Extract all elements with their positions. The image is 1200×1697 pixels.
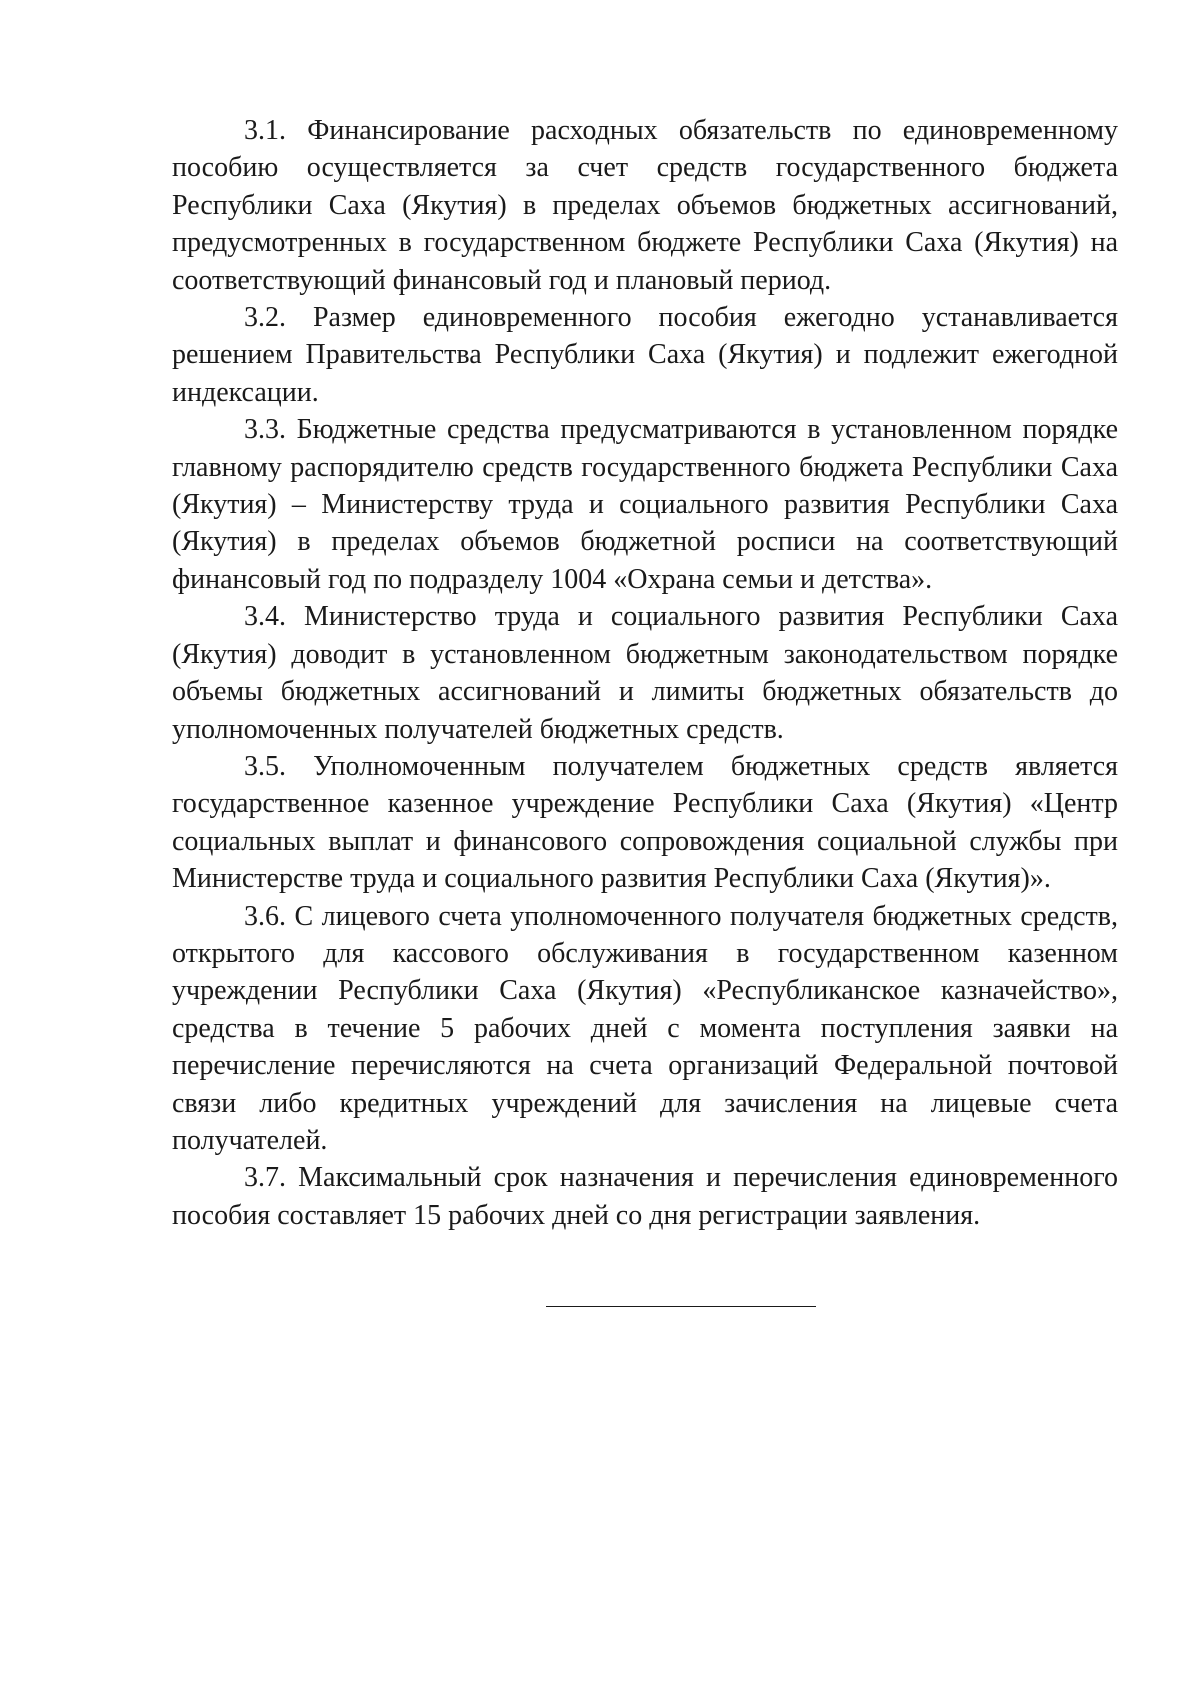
end-separator-line — [546, 1306, 816, 1307]
paragraph-3-4: 3.4. Министерство труда и социального развития Республики Саха (Якутия) доводит в установленном бюджетным законодательством порядке объемы бюджетных ассигнований и лимиты бюджетных обязательств до уполномоченных получателей бюджетных средств. — [172, 601, 1118, 745]
paragraph-3-2: 3.2. Размер единовременного пособия ежегодно устанавливается решением Правительства Республики Саха (Якутия) и подлежит ежегодной индексации. — [172, 302, 1118, 408]
paragraph-3-6: 3.6. С лицевого счета уполномоченного получателя бюджетных средств, открытого для кассового обслуживания в государственном казенном учреждении Республики Саха (Якутия) «Республиканское казначейство», средства в течение 5 рабочих дней с момента поступления заявки на перечисление перечисляются на счета организаций Федеральной почтовой связи либо кредитных учреждений для зачисления на лицевые счета получателей. — [172, 900, 1118, 1156]
paragraph-3-7: 3.7. Максимальный срок назначения и перечисления единовременного пособия составляет 15 рабочих дней со дня регистрации заявления. — [172, 1162, 1118, 1231]
paragraph-3-5: 3.5. Уполномоченным получателем бюджетных средств является государственное казенное учреждение Республики Саха (Якутия) «Центр социальных выплат и финансового сопровождения социальной службы при Министерстве труда и социального развития Республики Саха (Якутия)». — [172, 750, 1118, 895]
paragraph-3-3: 3.3. Бюджетные средства предусматриваются в установленном порядке главному распорядителю средств государственного бюджета Республики Саха (Якутия) – Министерству труда и социального развития Республики Саха (Якутия) в пределах объемов бюджетной росписи на соответствующий финансовый год по подразделу 1004 «Охрана семьи и детства». — [172, 414, 1118, 595]
document-body — [172, 112, 1118, 1234]
paragraph-3-1: 3.1. Финансирование расходных обязательств по единовременному пособию осуществляется за счет средств государственного бюджета Республики Саха (Якутия) в пределах объемов бюджетных ассигнований, предусмотренных в государственном бюджете Республики Саха (Якутия) на соответствующий финансовый год и плановый период. — [172, 115, 1118, 296]
